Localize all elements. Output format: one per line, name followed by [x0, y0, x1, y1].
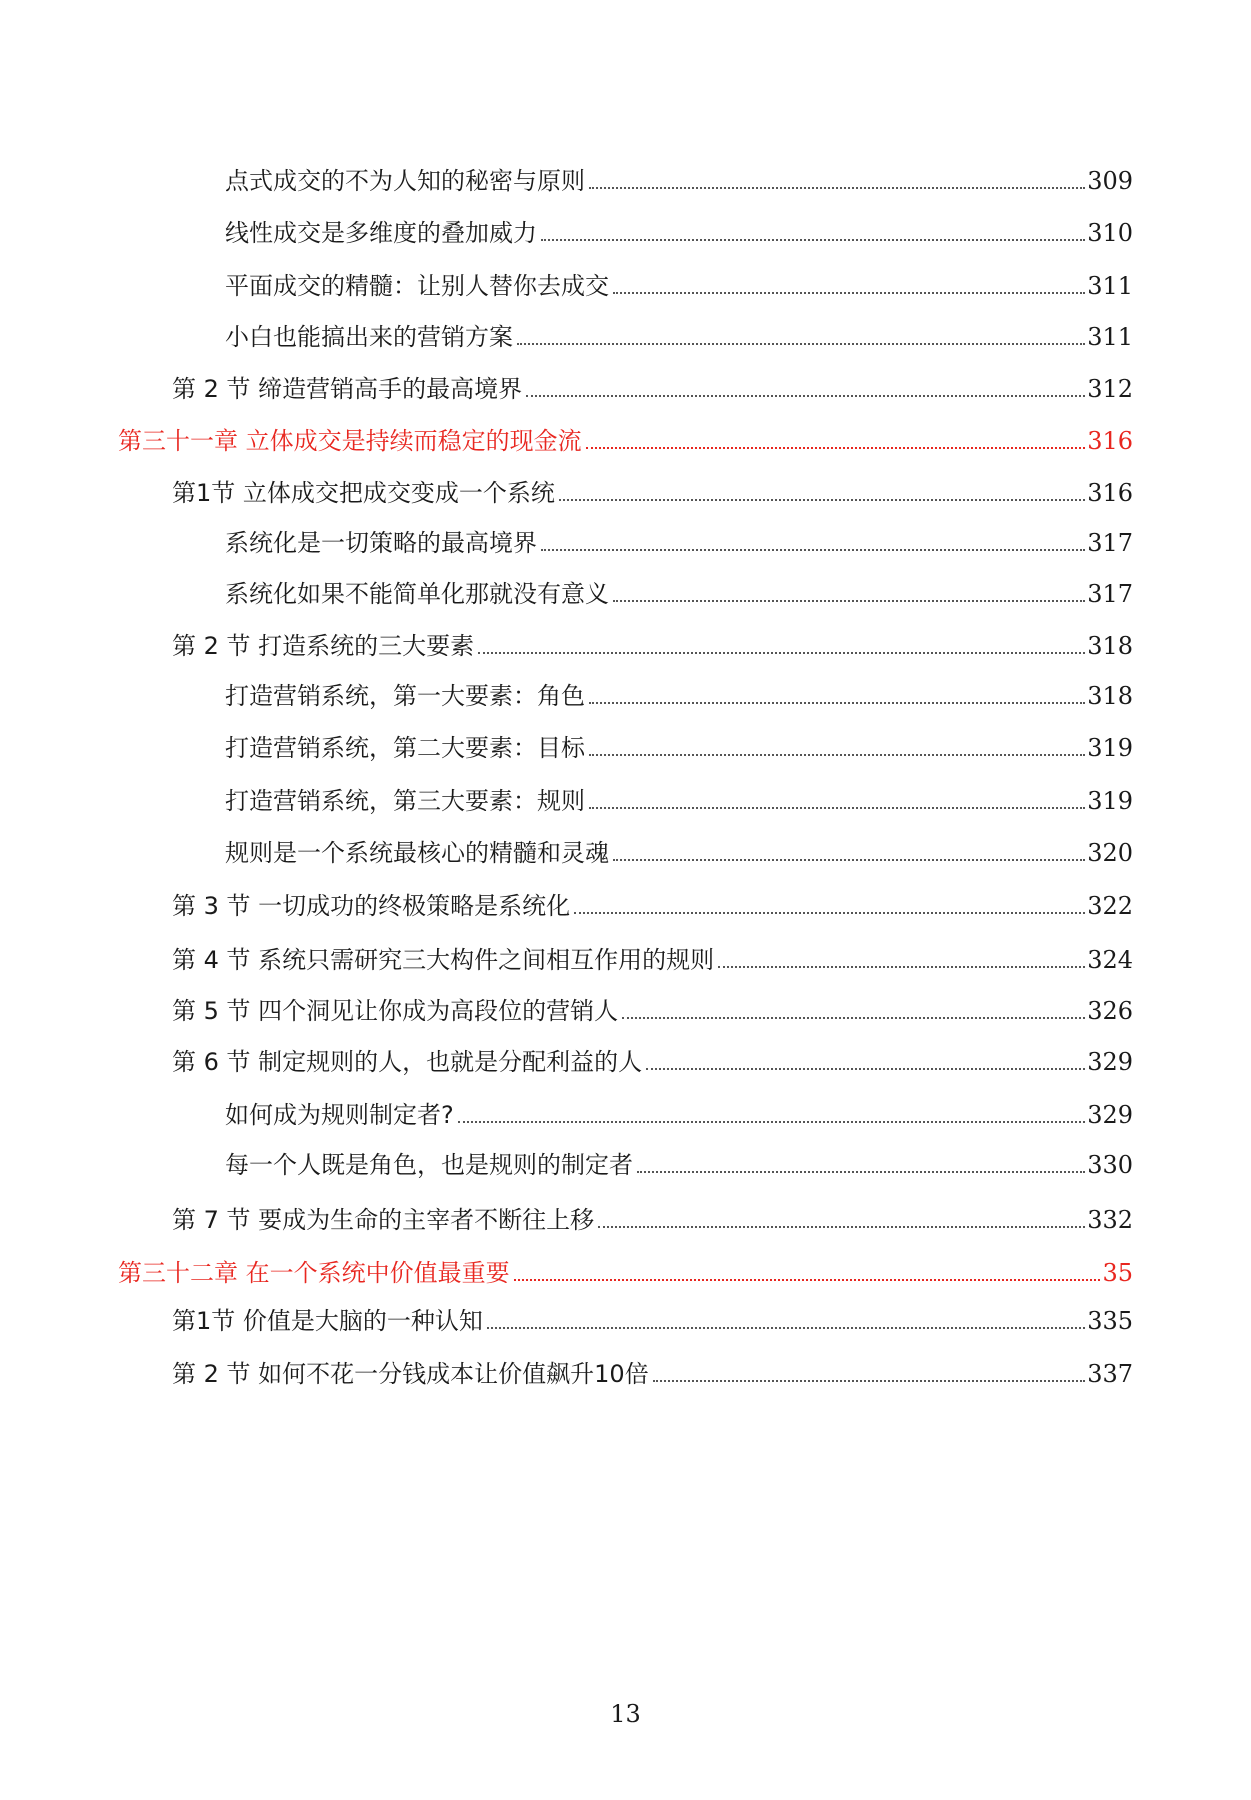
dot-leader	[653, 1380, 1085, 1382]
toc-section-entry	[172, 1041, 1133, 1077]
toc-entry-page: 329	[1087, 1101, 1133, 1129]
dot-leader	[613, 292, 1085, 294]
dot-leader	[718, 966, 1085, 968]
dot-leader	[517, 343, 1085, 345]
toc-entry-title: 第 7 节 要成为生命的主宰者不断往上移	[172, 1206, 595, 1234]
dot-leader	[589, 702, 1085, 704]
toc-entry-title: 小白也能搞出来的营销方案	[225, 323, 513, 351]
dot-leader	[574, 912, 1085, 914]
toc-subsection-entry	[225, 727, 1133, 763]
dot-leader	[589, 807, 1085, 809]
toc-entry-page: 317	[1087, 529, 1133, 557]
toc-entry-title: 如何成为规则制定者?	[225, 1101, 454, 1129]
toc-entry-page: 316	[1087, 427, 1133, 455]
toc-subsection-entry	[225, 522, 1133, 558]
dot-leader	[613, 859, 1085, 861]
toc-entry-page: 322	[1087, 892, 1133, 920]
dot-leader	[541, 549, 1085, 551]
dot-leader	[458, 1121, 1085, 1123]
toc-entry-title: 第 2 节 打造系统的三大要素	[172, 632, 475, 660]
dot-leader	[598, 1226, 1085, 1228]
toc-entry-page: 329	[1087, 1048, 1133, 1076]
dot-leader	[589, 754, 1085, 756]
dot-leader	[487, 1327, 1085, 1329]
toc-section-entry	[172, 990, 1133, 1026]
toc-section-entry	[172, 939, 1133, 975]
toc-entry-title: 第 6 节 制定规则的人，也就是分配利益的人	[172, 1048, 643, 1076]
toc-subsection-entry	[225, 832, 1133, 868]
toc-entry-title: 点式成交的不为人知的秘密与原则	[225, 167, 585, 195]
toc-chapter-entry	[118, 420, 1133, 456]
dot-leader	[613, 600, 1085, 602]
toc-entry-title: 第 2 节 如何不花一分钱成本让价值飙升10倍	[172, 1360, 649, 1388]
toc-entry-page: 319	[1087, 734, 1133, 762]
toc-entry-page: 316	[1087, 479, 1133, 507]
toc-entry-title: 打造营销系统，第一大要素：角色	[225, 682, 585, 710]
toc-entry-page: 318	[1087, 682, 1133, 710]
dot-leader	[589, 187, 1085, 189]
toc-section-entry	[172, 472, 1133, 508]
toc-entry-page: 324	[1087, 946, 1133, 974]
dot-leader	[541, 239, 1085, 241]
toc-entry-title: 系统化是一切策略的最高境界	[225, 529, 537, 557]
toc-section-entry	[172, 1300, 1133, 1336]
toc-entry-title: 打造营销系统，第二大要素：目标	[225, 734, 585, 762]
toc-entry-title: 平面成交的精髓：让别人替你去成交	[225, 272, 609, 300]
toc-entry-title: 第 4 节 系统只需研究三大构件之间相互作用的规则	[172, 946, 715, 974]
dot-leader	[514, 1279, 1101, 1281]
toc-entry-title: 打造营销系统，第三大要素：规则	[225, 787, 585, 815]
toc-entry-page: 326	[1087, 997, 1133, 1025]
toc-section-entry	[172, 1199, 1133, 1235]
toc-entry-page: 312	[1087, 375, 1133, 403]
toc-subsection-entry	[225, 573, 1133, 609]
toc-entry-page: 318	[1087, 632, 1133, 660]
toc-entry-title: 线性成交是多维度的叠加威力	[225, 219, 537, 247]
toc-section-entry	[172, 625, 1133, 661]
toc-entry-title: 第三十二章 在一个系统中价值最重要	[118, 1259, 510, 1287]
toc-entry-page: 310	[1087, 219, 1133, 247]
toc-entry-page: 320	[1087, 839, 1133, 867]
toc-entry-page: 319	[1087, 787, 1133, 815]
toc-entry-title: 第 2 节 缔造营销高手的最高境界	[172, 375, 523, 403]
dot-leader	[622, 1017, 1085, 1019]
toc-subsection-entry	[225, 316, 1133, 352]
toc-entry-page: 335	[1087, 1307, 1133, 1335]
toc-entry-page: 332	[1087, 1206, 1133, 1234]
toc-entry-title: 第三十一章 立体成交是持续而稳定的现金流	[118, 427, 582, 455]
toc-entry-title: 第 3 节 一切成功的终极策略是系统化	[172, 892, 571, 920]
toc-section-entry	[172, 885, 1133, 921]
toc-entry-title: 规则是一个系统最核心的精髓和灵魂	[225, 839, 609, 867]
toc-section-entry	[172, 1353, 1133, 1389]
toc-entry-page: 311	[1087, 323, 1133, 351]
toc-subsection-entry	[225, 780, 1133, 816]
toc-entry-page: 309	[1087, 167, 1133, 195]
toc-entry-page: 317	[1087, 580, 1133, 608]
toc-subsection-entry	[225, 160, 1133, 196]
toc-entry-page: 330	[1087, 1151, 1133, 1179]
toc-subsection-entry	[225, 212, 1133, 248]
toc-entry-page: 311	[1087, 272, 1133, 300]
dot-leader	[637, 1171, 1085, 1173]
toc-entry-title: 每一个人既是角色，也是规则的制定者	[225, 1151, 633, 1179]
toc-section-entry	[172, 368, 1133, 404]
toc-entry-title: 第 5 节 四个洞见让你成为高段位的营销人	[172, 997, 619, 1025]
dot-leader	[478, 652, 1085, 654]
toc-chapter-entry	[118, 1252, 1133, 1288]
toc-subsection-entry	[225, 1094, 1133, 1130]
toc-subsection-entry	[225, 1144, 1133, 1180]
toc-entry-title: 第1节 立体成交把成交变成一个系统	[172, 479, 555, 507]
dot-leader	[646, 1068, 1085, 1070]
page-number: 13	[610, 1700, 641, 1728]
toc-entry-page: 35	[1102, 1259, 1133, 1287]
toc-entry-page: 337	[1087, 1360, 1133, 1388]
toc-subsection-entry	[225, 265, 1133, 301]
toc-entry-title: 第1节 价值是大脑的一种认知	[172, 1307, 483, 1335]
toc-entry-title: 系统化如果不能简单化那就没有意义	[225, 580, 609, 608]
dot-leader	[526, 395, 1085, 397]
toc-subsection-entry	[225, 675, 1133, 711]
dot-leader	[559, 499, 1085, 501]
dot-leader	[586, 447, 1086, 449]
